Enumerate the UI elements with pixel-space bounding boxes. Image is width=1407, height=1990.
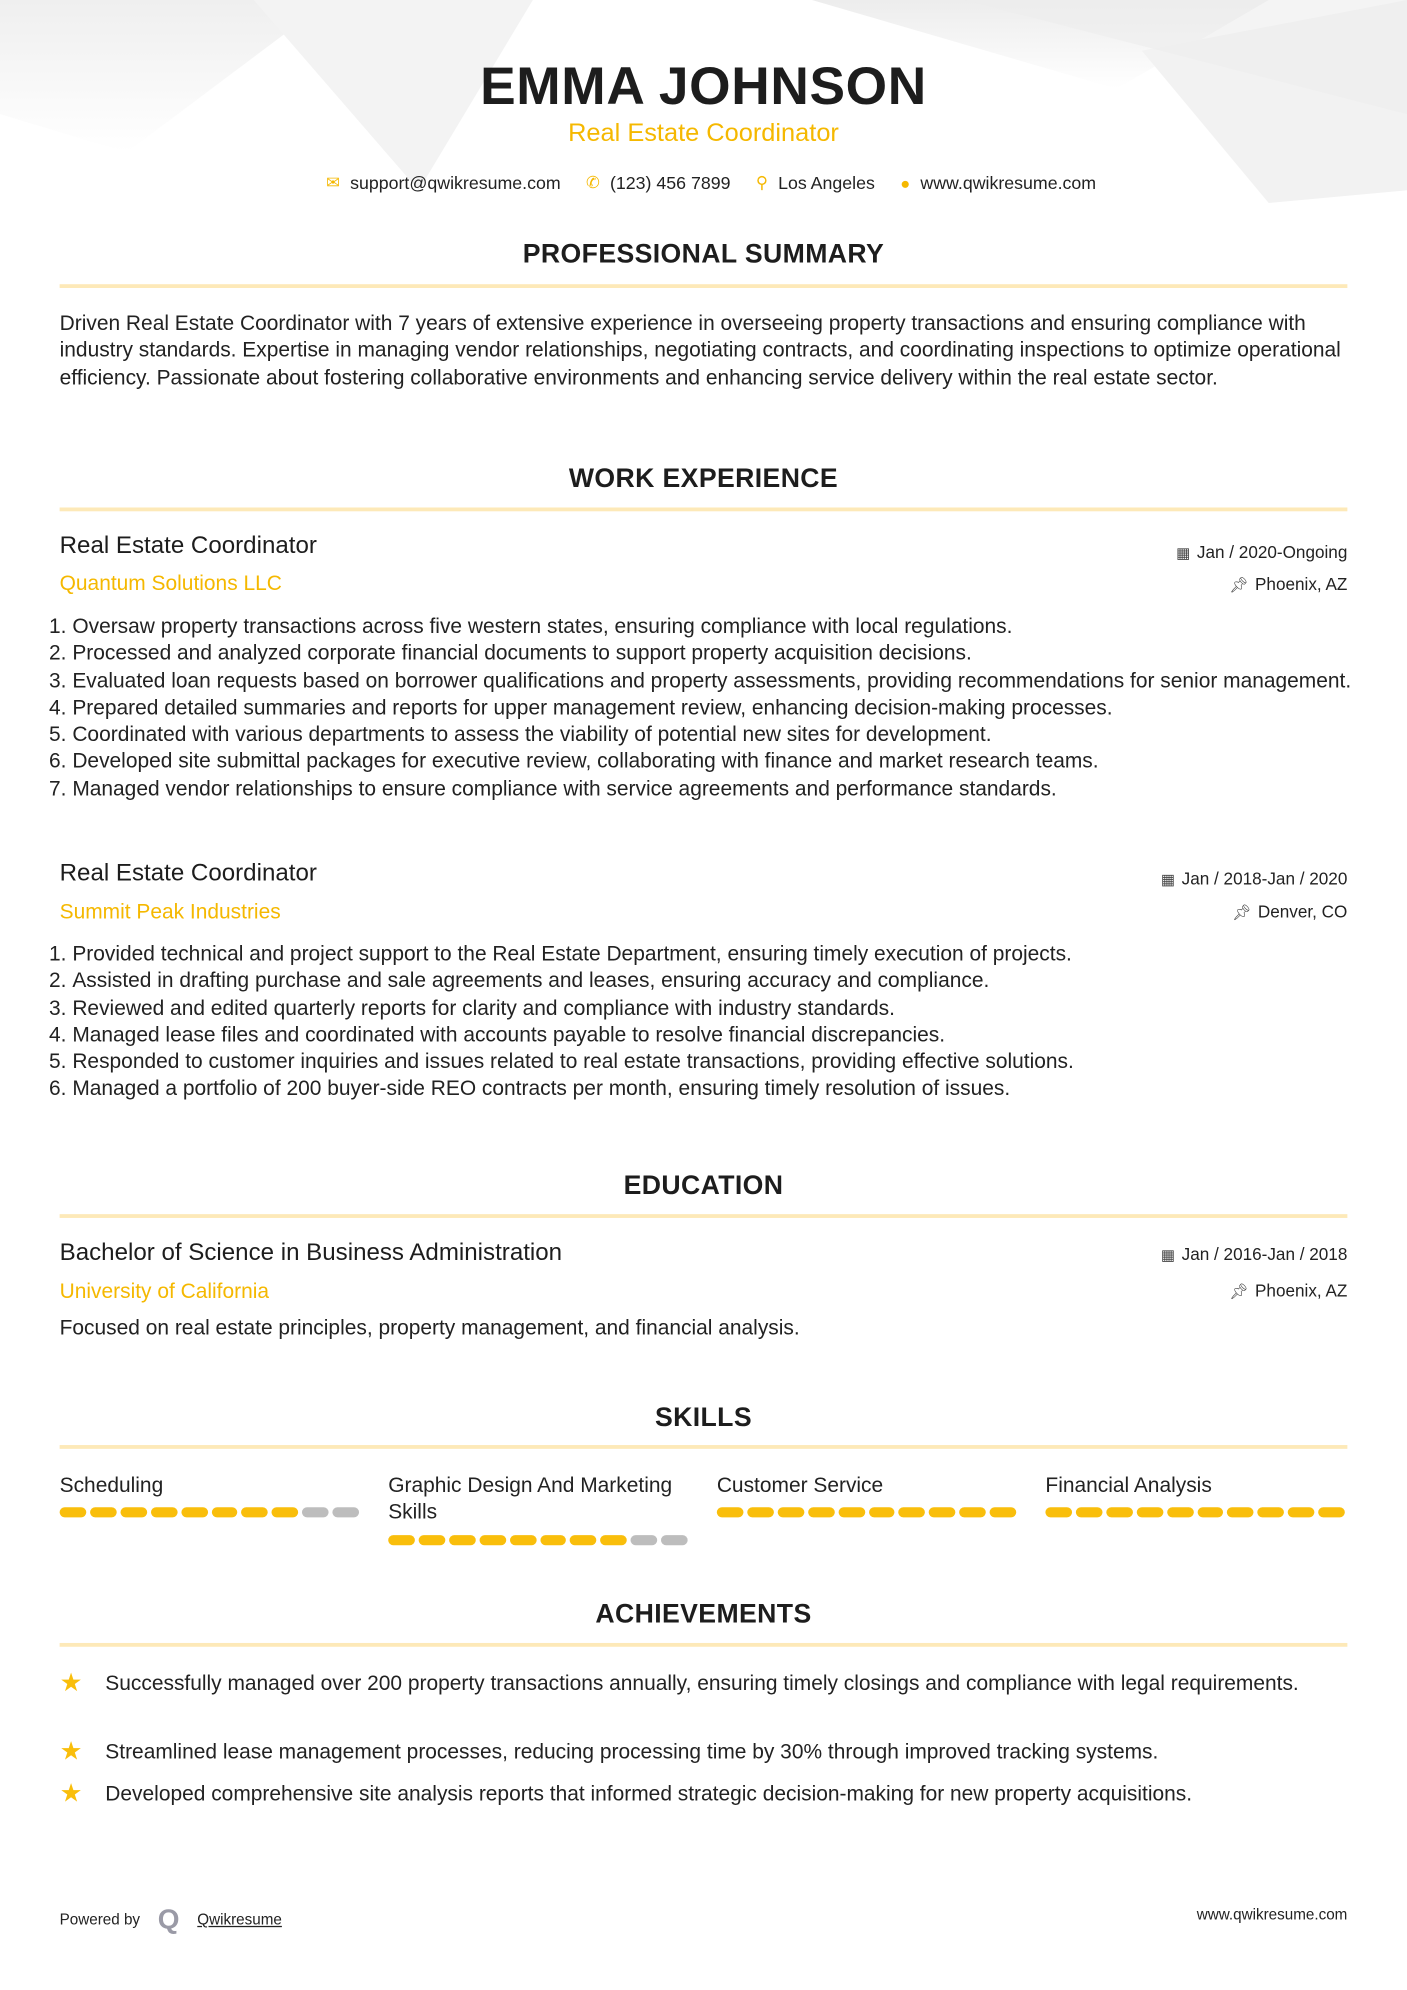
skill-level-segment bbox=[388, 1535, 415, 1545]
skill-level-segment bbox=[717, 1508, 744, 1518]
skill-item bbox=[1045, 1473, 1344, 1545]
job-bullet: 5. Coordinated with various departments to assess the viability of potential new sites for development. bbox=[72, 722, 1360, 749]
pin-icon: 📌︎ bbox=[1229, 1282, 1249, 1301]
skill-level-segment bbox=[899, 1508, 926, 1518]
job-bullet: 2. Processed and analyzed corporate financial documents to support property acquisition decisions. bbox=[72, 641, 1360, 668]
skills-list bbox=[60, 1473, 1345, 1545]
job-dates bbox=[1161, 869, 1347, 888]
skill-level-segment bbox=[60, 1508, 87, 1518]
job-dates-text: Jan / 2020-Ongoing bbox=[1196, 543, 1348, 563]
achievement-text: Streamlined lease management processes, reducing processing time by 30% through improved tracking systems. bbox=[105, 1740, 1159, 1764]
skill-level-segment bbox=[151, 1508, 178, 1518]
job-bullet: 1. Provided technical and project support to the Real Estate Department, ensuring timely execution of projects. bbox=[72, 941, 1360, 968]
star-icon: ★ bbox=[59, 1738, 83, 1767]
skill-level-segment bbox=[419, 1535, 446, 1545]
job-bullet: 2. Assisted in drafting purchase and sale agreements and leases, ensuring accuracy and compliance. bbox=[72, 968, 1360, 995]
education-location bbox=[1229, 1281, 1347, 1300]
skill-name: Scheduling bbox=[59, 1474, 164, 1498]
skill-level-bar bbox=[1045, 1508, 1344, 1518]
skill-level-segment bbox=[242, 1508, 269, 1518]
skill-name: Customer Service bbox=[716, 1474, 884, 1498]
skill-item bbox=[388, 1473, 687, 1545]
skill-level-segment bbox=[1106, 1508, 1133, 1518]
skill-name: Financial Analysis bbox=[1045, 1474, 1212, 1498]
skill-level-segment bbox=[959, 1508, 986, 1518]
education-location-text: Phoenix, AZ bbox=[1255, 1281, 1348, 1301]
skill-level-bar bbox=[717, 1508, 1016, 1518]
skill-level-segment bbox=[449, 1535, 476, 1545]
skill-level-segment bbox=[838, 1508, 865, 1518]
achievement-text: Successfully managed over 200 property transactions annually, ensuring timely closings and compliance with legal requirements. bbox=[105, 1672, 1299, 1695]
skill-level-bar bbox=[60, 1508, 359, 1518]
qwikresume-logo-icon: Q bbox=[157, 1903, 180, 1935]
candidate-name: EMMA JOHNSON bbox=[480, 55, 927, 116]
job-company: Quantum Solutions LLC bbox=[59, 572, 282, 596]
skill-level-segment bbox=[990, 1508, 1017, 1518]
job-company: Summit Peak Industries bbox=[59, 900, 281, 924]
skill-level-segment bbox=[333, 1508, 360, 1518]
contact-website[interactable]: www.qwikresume.com bbox=[920, 172, 1097, 193]
job-location-text: Denver, CO bbox=[1257, 902, 1348, 922]
section-divider bbox=[60, 1214, 1348, 1218]
job-location-text: Phoenix, AZ bbox=[1255, 574, 1348, 594]
job-bullet: 7. Managed vendor relationships to ensure compliance with service agreements and performance standards. bbox=[72, 776, 1360, 803]
pin-icon: 📌︎ bbox=[1229, 575, 1249, 594]
skill-level-segment bbox=[929, 1508, 956, 1518]
skill-level-segment bbox=[747, 1508, 774, 1518]
skill-level-segment bbox=[1258, 1508, 1285, 1518]
job-bullet: 6. Managed a portfolio of 200 buyer-side REO contracts per month, ensuring timely resolution of issues. bbox=[72, 1076, 1360, 1103]
job-location bbox=[1232, 902, 1347, 921]
job-bullets bbox=[55, 614, 1360, 803]
job-bullet: 3. Evaluated loan requests based on borrower qualifications and property assessments, providing recommendations for senior management. bbox=[72, 668, 1360, 695]
section-divider bbox=[60, 1643, 1348, 1647]
job-title: Real Estate Coordinator bbox=[59, 860, 317, 887]
job-location bbox=[1229, 575, 1347, 594]
job-bullet: 4. Managed lease files and coordinated with accounts payable to resolve financial discrepancies. bbox=[72, 1022, 1360, 1049]
section-heading-experience: WORK EXPERIENCE bbox=[568, 464, 839, 494]
contact-email[interactable]: support@qwikresume.com bbox=[350, 172, 561, 193]
section-heading-education: EDUCATION bbox=[623, 1171, 784, 1201]
calendar-icon: ▦ bbox=[1160, 870, 1176, 889]
school: University of California bbox=[59, 1280, 270, 1303]
section-heading-skills: SKILLS bbox=[654, 1403, 753, 1433]
achievement-text: Developed comprehensive site analysis reports that informed strategic decision-making for new property acquisitions. bbox=[105, 1782, 1193, 1806]
education-dates bbox=[1161, 1245, 1347, 1264]
skill-item bbox=[60, 1473, 359, 1545]
contact-bar bbox=[0, 173, 1407, 193]
job-dates bbox=[1176, 543, 1347, 562]
achievement-item bbox=[60, 1671, 1348, 1698]
contact-location: Los Angeles bbox=[778, 172, 875, 193]
email-icon: ✉ bbox=[326, 172, 340, 192]
skill-level-segment bbox=[1318, 1508, 1345, 1518]
job-bullet: 4. Prepared detailed summaries and reports for upper management review, enhancing decision-making processes. bbox=[72, 695, 1360, 722]
star-icon: ★ bbox=[59, 1669, 83, 1698]
calendar-icon: ▦ bbox=[1176, 544, 1191, 563]
skill-level-segment bbox=[1227, 1508, 1254, 1518]
skill-level-segment bbox=[90, 1508, 117, 1518]
globe-icon: ● bbox=[900, 173, 911, 193]
skill-level-segment bbox=[1197, 1508, 1224, 1518]
candidate-title: Real Estate Coordinator bbox=[568, 119, 839, 148]
skill-level-segment bbox=[868, 1508, 895, 1518]
skill-level-segment bbox=[510, 1535, 537, 1545]
star-icon: ★ bbox=[59, 1779, 83, 1808]
footer-powered bbox=[60, 1903, 282, 1936]
contact-phone: (123) 456 7899 bbox=[609, 172, 731, 193]
skill-level-segment bbox=[1045, 1508, 1072, 1518]
skill-level-segment bbox=[1076, 1508, 1103, 1518]
skill-level-segment bbox=[479, 1535, 506, 1545]
section-divider bbox=[60, 507, 1348, 511]
skill-level-segment bbox=[661, 1535, 688, 1545]
skill-level-segment bbox=[601, 1535, 628, 1545]
skill-level-segment bbox=[777, 1508, 804, 1518]
job-dates-text: Jan / 2018-Jan / 2020 bbox=[1181, 869, 1348, 889]
section-divider bbox=[60, 1445, 1348, 1449]
skill-level-segment bbox=[631, 1535, 658, 1545]
skill-level-segment bbox=[272, 1508, 299, 1518]
job-bullet: 1. Oversaw property transactions across five western states, ensuring compliance with local regulations. bbox=[72, 614, 1360, 641]
summary-text: Driven Real Estate Coordinator with 7 years of extensive experience in overseeing property transactions and ensuring compliance with industry standards. Expertise in managing vendor relationships, negotiating contracts, and coordinating inspections to optimize operational efficiency. Passionate about fostering collaborative environments and enhancing service delivery within the real estate sector. bbox=[59, 312, 1341, 389]
calendar-icon: ▦ bbox=[1160, 1245, 1176, 1264]
skill-level-segment bbox=[181, 1508, 208, 1518]
section-divider bbox=[60, 284, 1348, 288]
job-bullet: 6. Developed site submittal packages for executive review, collaborating with finance and market research teams. bbox=[72, 749, 1360, 776]
job-bullet: 5. Responded to customer inquiries and issues related to real estate transactions, providing effective solutions. bbox=[72, 1049, 1360, 1076]
achievement-item bbox=[60, 1781, 1348, 1808]
qwikresume-link[interactable]: Qwikresume bbox=[197, 1910, 282, 1929]
education-description: Focused on real estate principles, property management, and financial analysis. bbox=[59, 1316, 800, 1340]
skill-level-segment bbox=[1136, 1508, 1163, 1518]
skill-level-bar bbox=[388, 1535, 687, 1545]
skill-item bbox=[717, 1473, 1016, 1545]
skill-level-segment bbox=[1288, 1508, 1315, 1518]
job-bullet: 3. Reviewed and edited quarterly reports for clarity and compliance with industry standards. bbox=[72, 995, 1360, 1022]
skill-level-segment bbox=[570, 1535, 597, 1545]
section-heading-achievements: ACHIEVEMENTS bbox=[595, 1599, 812, 1630]
footer-website[interactable]: www.qwikresume.com bbox=[1196, 1905, 1348, 1924]
location-pin-icon: ⚲ bbox=[755, 172, 768, 192]
job-bullets bbox=[55, 941, 1360, 1103]
skill-level-segment bbox=[808, 1508, 835, 1518]
job-title: Real Estate Coordinator bbox=[59, 532, 317, 560]
skill-level-segment bbox=[120, 1508, 147, 1518]
education-dates-text: Jan / 2016-Jan / 2018 bbox=[1181, 1244, 1348, 1264]
skill-level-segment bbox=[540, 1535, 567, 1545]
skill-name: Graphic Design And Marketing Skills bbox=[388, 1474, 673, 1525]
section-heading-summary: PROFESSIONAL SUMMARY bbox=[522, 239, 885, 269]
achievement-item bbox=[60, 1739, 1348, 1766]
skill-level-segment bbox=[211, 1508, 238, 1518]
skill-level-segment bbox=[1167, 1508, 1194, 1518]
phone-icon: ✆ bbox=[586, 172, 600, 192]
skill-level-segment bbox=[302, 1508, 329, 1518]
degree: Bachelor of Science in Business Administration bbox=[59, 1239, 563, 1267]
powered-by-label: Powered by bbox=[59, 1910, 141, 1929]
pin-icon: 📌︎ bbox=[1232, 903, 1252, 922]
